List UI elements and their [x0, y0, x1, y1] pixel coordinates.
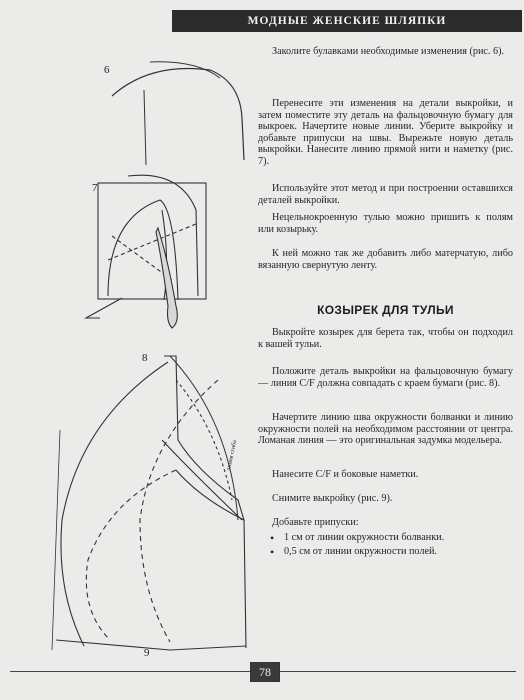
figure-7-label: 7 — [92, 182, 98, 194]
paragraph-cut-visor: Выкройте козырек для берета так, чтобы он подходил к вашей тульи. — [258, 327, 513, 350]
figure-8-brim — [162, 356, 244, 520]
fold-label: линия сгиба — [226, 439, 239, 472]
paragraph-add-ribbon: К ней можно так же добавить либо матерчатую, либо вязанную свернутую ленту. — [258, 248, 513, 271]
paragraph-draw-seam: Начертите линию шва окружности болванки и линию окружности полей на необходимом расстоянии от центра. Ломаная линия — это оригинальная задумка модельера. — [258, 412, 513, 447]
figure-6-crown-curve — [112, 62, 244, 165]
paragraph-remove-pattern: Снимите выкройку (рис. 9). — [272, 493, 393, 504]
figure-9-label: 9 — [144, 647, 150, 659]
paragraph-apply-marks: Нанесите C/F и боковые наметки. — [272, 469, 419, 480]
figure-8-label: 8 — [142, 352, 148, 364]
page-number: 78 — [250, 662, 280, 682]
figure-7-pattern — [86, 175, 206, 328]
list-item: • 0,5 см от линии окружности полей. — [268, 545, 513, 559]
book-header: МОДНЫЕ ЖЕНСКИЕ ШЛЯПКИ — [172, 10, 522, 32]
paragraph-add-allowances: Добавьте припуски: — [272, 517, 359, 528]
figure-9-brim — [52, 362, 246, 650]
paragraph-place-pattern: Положите деталь выкройки на фальцовочную бумагу — линия C/F должна совпадать с краем бумаги (рис. 8). — [258, 366, 513, 389]
paragraph-unlined-crown: Нецельнокроенную тулью можно пришить к полям или козырьку. — [258, 212, 513, 235]
section-title-visor: КОЗЫРЕК ДЛЯ ТУЛЬИ — [317, 303, 454, 317]
list-item: • 1 см от линии окружности болванки. — [268, 531, 513, 545]
figure-6-label: 6 — [104, 64, 110, 76]
paragraph-pin-changes: Заколите булавками необходимые изменения (рис. 6). — [272, 46, 505, 57]
paragraph-use-method: Используйте этот метод и при построении оставшихся деталей выкройки. — [258, 183, 513, 206]
allowance-list — [268, 531, 513, 559]
paragraph-transfer-changes: Перенесите эти изменения на детали выкройки, и затем поместите эту деталь на фальцовочную бумагу для выкроек. Начертите новые линии. Уберите выкройку и добавьте припуски на швы. Вырежьте новую деталь выкройки. Нанесите линию прямой нити и наметку (рис. 7). — [258, 98, 513, 167]
